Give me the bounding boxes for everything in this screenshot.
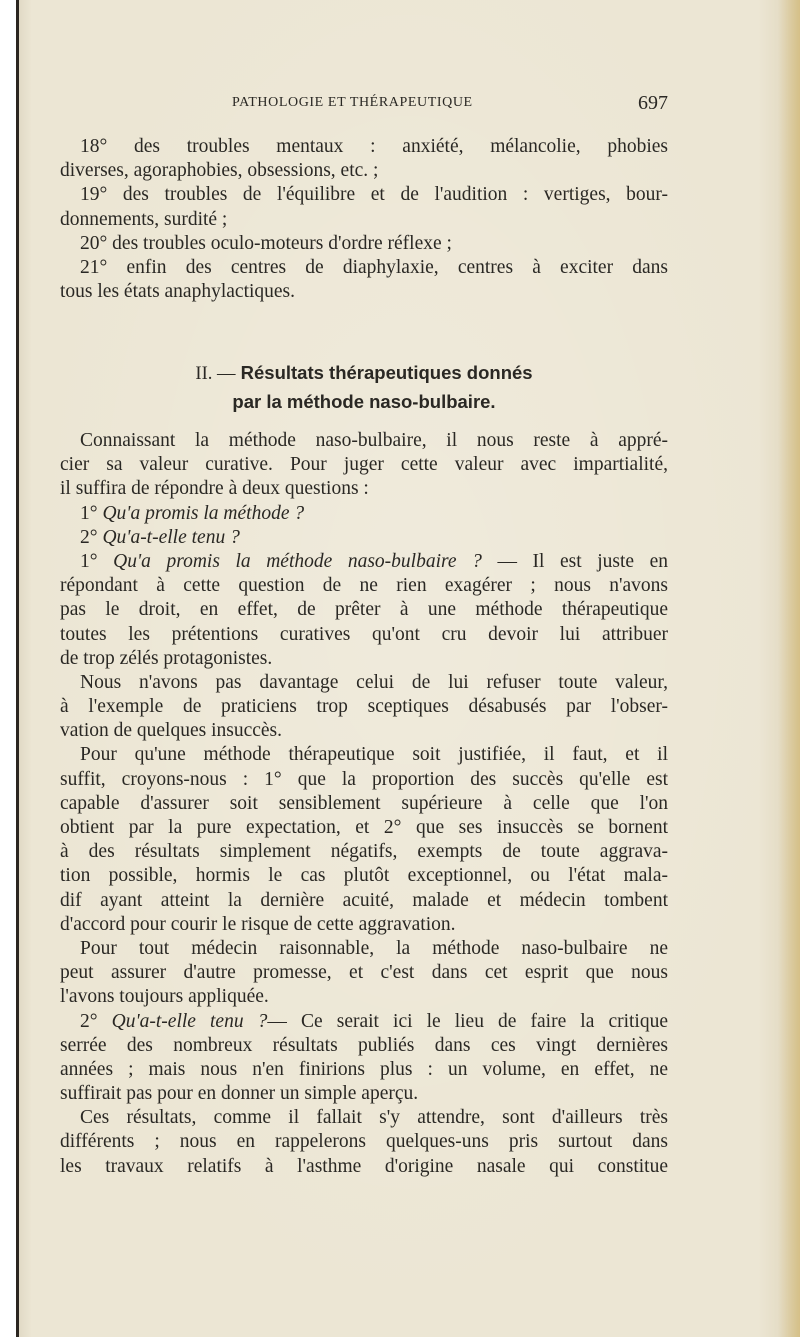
- section-title-part-1: Résultats thérapeutiques donnés: [240, 362, 533, 383]
- section-heading: [60, 359, 668, 415]
- answer-number: 2°: [80, 1010, 98, 1032]
- section-heading-line-1: [60, 359, 668, 388]
- body-line: [60, 550, 668, 574]
- symptom-list: [60, 135, 668, 304]
- body-line: pas le droit, en effet, de prêter à une méthode thérapeutique: [60, 599, 668, 621]
- page-number: 697: [638, 92, 668, 114]
- body-line: [60, 1010, 668, 1034]
- answer-heading: Qu'a promis la méthode naso-bulbaire ?: [113, 550, 482, 572]
- body-line: les travaux relatifs à l'asthme d'origine nasale qui constitue: [60, 1155, 668, 1177]
- body-line: capable d'assurer soit sensiblement supérieure à celle que l'on: [60, 792, 668, 814]
- body-line: suffirait pas pour en donner un simple aperçu.: [60, 1083, 419, 1105]
- section-heading-line-2: [60, 388, 668, 415]
- question-number: 1°: [80, 502, 98, 524]
- body-line: obtient par la pure expectation, et 2° que ses insuccès se bornent: [60, 817, 668, 838]
- question-line: [60, 502, 668, 526]
- list-line: 19° des troubles de l'équilibre et de l'audition : vertiges, bour-: [80, 184, 668, 206]
- question-line: [60, 526, 668, 550]
- body-line: répondant à cette question de ne rien exagérer ; nous n'avons: [60, 575, 668, 597]
- body-text: [60, 429, 668, 1179]
- answer-text: — Ce serait ici le lieu de faire la critique: [267, 1010, 668, 1032]
- list-line: 18° des troubles mentaux : anxiété, mélancolie, phobies: [80, 136, 668, 157]
- body-line: Connaissant la méthode naso-bulbaire, il nous reste à appré-: [80, 430, 668, 451]
- body-line: toutes les prétentions curatives qu'ont cru devoir lui attribuer: [60, 623, 668, 645]
- answer-heading: Qu'a-t-elle tenu ?: [111, 1010, 268, 1032]
- body-line: de trop zélés protagonistes.: [60, 647, 273, 669]
- body-line: Ces résultats, comme il fallait s'y attendre, sont d'ailleurs très: [80, 1107, 668, 1129]
- running-head: PATHOLOGIE ET THÉRAPEUTIQUE: [232, 95, 473, 110]
- section-number: II. —: [195, 364, 236, 384]
- list-line: 21° enfin des centres de diaphylaxie, centres à exciter dans: [80, 256, 668, 278]
- page-right-edge-stain: [778, 0, 800, 1337]
- body-line: Pour tout médecin raisonnable, la méthode naso-bulbaire ne: [80, 937, 668, 959]
- answer-text: — Il est juste en: [497, 550, 669, 572]
- body-line: suffit, croyons-nous : 1° que la proportion des succès qu'elle est: [60, 768, 668, 790]
- body-line: Nous n'avons pas davantage celui de lui refuser toute valeur,: [80, 671, 668, 693]
- body-line: différents ; nous en rappelerons quelques-uns pris surtout dans: [60, 1131, 668, 1153]
- answer-number: 1°: [80, 550, 98, 572]
- page-binding-edge: [16, 0, 19, 1337]
- question-text: Qu'a-t-elle tenu ?: [102, 526, 240, 548]
- list-line: donnements, surdité ;: [60, 208, 228, 230]
- list-line: 20° des troubles oculo-moteurs d'ordre réflexe ;: [80, 232, 452, 254]
- section-title-part-2: par la méthode naso-bulbaire.: [232, 391, 496, 412]
- body-line: l'avons toujours appliquée.: [60, 986, 269, 1008]
- body-line: années ; mais nous n'en finirions plus : un volume, en effet, ne: [60, 1058, 668, 1080]
- question-number: 2°: [80, 526, 98, 548]
- body-line: dif ayant atteint la dernière acuité, malade et médecin tombent: [60, 889, 668, 911]
- body-line: d'accord pour courir le risque de cette aggravation.: [60, 913, 456, 935]
- body-line: vation de quelques insuccès.: [60, 720, 283, 742]
- page-header: [60, 92, 668, 116]
- body-line: Pour qu'une méthode thérapeutique soit justifiée, il faut, et il: [80, 744, 668, 766]
- body-line: cier sa valeur curative. Pour juger cette valeur avec impartialité,: [60, 454, 668, 476]
- list-line: diverses, agoraphobies, obsessions, etc. ;: [60, 160, 379, 182]
- body-line: serrée des nombreux résultats publiés dans ces vingt dernières: [60, 1034, 668, 1056]
- body-line: à des résultats simplement négatifs, exempts de toute aggrava-: [60, 841, 668, 863]
- list-line: tous les états anaphylactiques.: [60, 281, 296, 303]
- question-text: Qu'a promis la méthode ?: [102, 502, 305, 524]
- body-line: à l'exemple de praticiens trop sceptiques désabusés par l'obser-: [60, 696, 668, 718]
- body-line: peut assurer d'autre promesse, et c'est dans cet esprit que nous: [60, 962, 668, 984]
- body-line: il suffira de répondre à deux questions :: [60, 478, 369, 500]
- body-line: tion possible, hormis le cas plutôt exceptionnel, ou l'état mala-: [60, 865, 668, 887]
